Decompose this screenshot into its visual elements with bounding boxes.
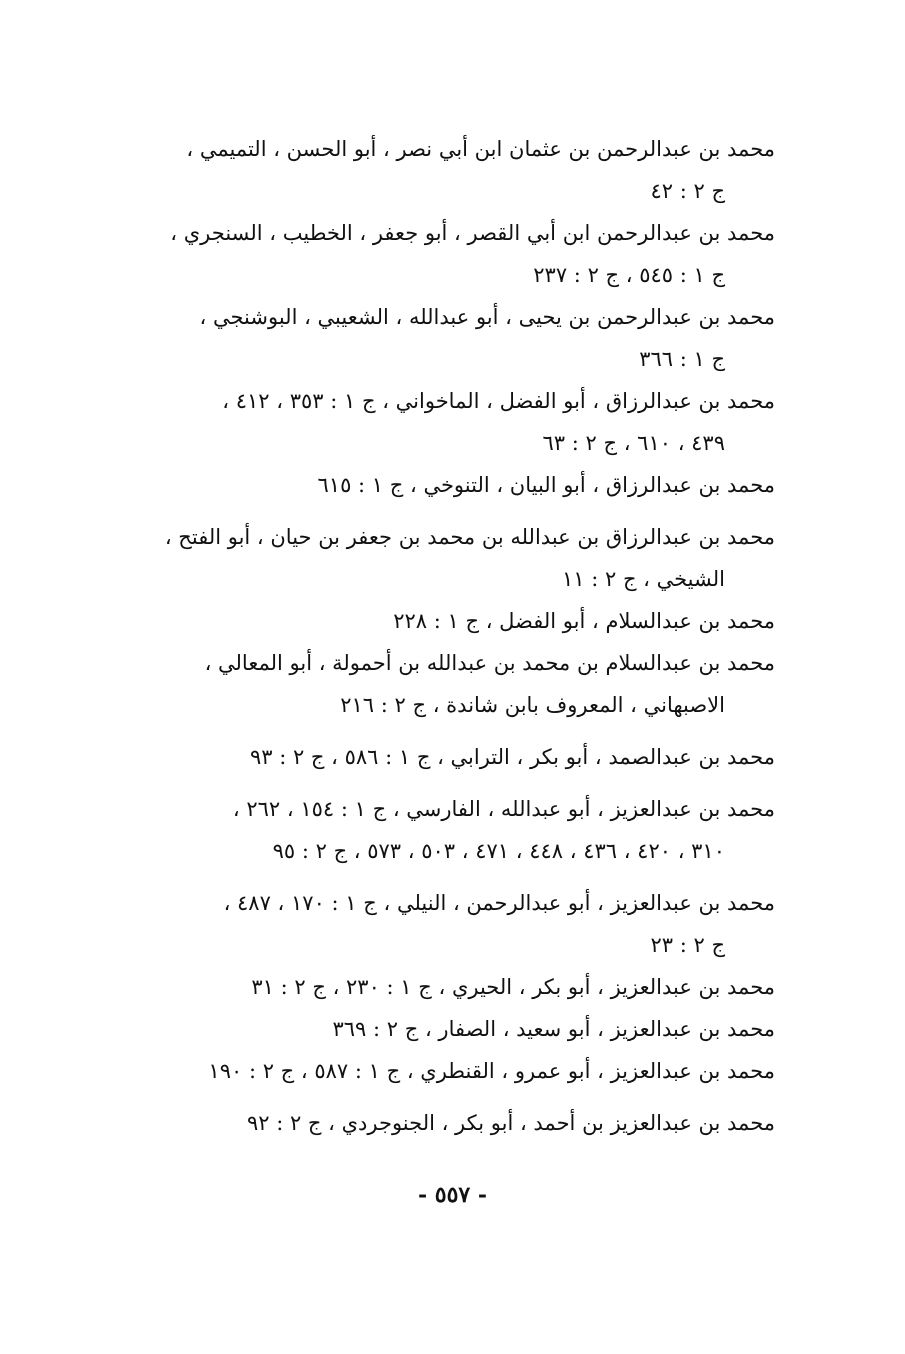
index-entry xyxy=(120,736,775,778)
entry-continuation: ٣١٠ ، ٤٢٠ ، ٤٣٦ ، ٤٤٨ ، ٤٧١ ، ٥٠٣ ، ٥٧٣ ، ج ٢ : ٩٥ xyxy=(272,839,725,863)
index-entry xyxy=(120,1008,775,1050)
entry-continuation: ج ١ : ٣٦٦ xyxy=(639,347,725,371)
index-entry xyxy=(120,464,775,506)
index-entry xyxy=(120,380,775,464)
entry-line: محمد بن عبدالصمد ، أبو بكر ، الترابي ، ج ١ : ٥٨٦ ، ج ٢ : ٩٣ xyxy=(249,745,775,769)
entry-continuation: ج ٢ : ٢٣ xyxy=(650,933,725,957)
index-entry xyxy=(120,516,775,600)
index-entry xyxy=(120,642,775,726)
entry-line: محمد بن عبدالسلام ، أبو الفضل ، ج ١ : ٢٢٨ xyxy=(393,609,775,633)
entry-line: محمد بن عبدالعزيز ، أبو بكر ، الحيري ، ج ١ : ٢٣٠ ، ج ٢ : ٣١ xyxy=(251,975,775,999)
entry-line: محمد بن عبدالعزيز ، أبو سعيد ، الصفار ، ج ٢ : ٣٦٩ xyxy=(332,1017,775,1041)
entry-continuation: الشيخي ، ج ٢ : ١١ xyxy=(561,567,725,591)
index-entry xyxy=(120,882,775,966)
entry-continuation: الاصبهاني ، المعروف بابن شاندة ، ج ٢ : ٢١٦ xyxy=(340,693,725,717)
entry-line: محمد بن عبدالعزيز ، أبو عمرو ، القنطري ، ج ١ : ٥٨٧ ، ج ٢ : ١٩٠ xyxy=(208,1059,775,1083)
index-entry xyxy=(120,128,775,212)
index-entry xyxy=(120,1102,775,1144)
entry-line: محمد بن عبدالرحمن بن عثمان ابن أبي نصر ، أبو الحسن ، التميمي ، xyxy=(186,137,775,161)
entry-line: محمد بن عبدالرحمن ابن أبي القصر ، أبو جعفر ، الخطيب ، السنجري ، xyxy=(170,221,775,245)
entry-line: محمد بن عبدالعزيز ، أبو عبدالله ، الفارسي ، ج ١ : ١٥٤ ، ٢٦٢ ، xyxy=(232,797,775,821)
page-number: - ٥٥٧ - xyxy=(417,1182,488,1208)
entry-line: محمد بن عبدالرزاق بن عبدالله بن محمد بن جعفر بن حيان ، أبو الفتح ، xyxy=(164,525,775,549)
entry-line: محمد بن عبدالرحمن بن يحيى ، أبو عبدالله ، الشعيبي ، البوشنجي ، xyxy=(199,305,775,329)
entry-continuation: ج ١ : ٥٤٥ ، ج ٢ : ٢٣٧ xyxy=(533,263,725,287)
index-entry xyxy=(120,296,775,380)
index-entry xyxy=(120,1050,775,1092)
index-entry xyxy=(120,788,775,872)
index-entry xyxy=(120,966,775,1008)
entry-line: محمد بن عبدالعزيز ، أبو عبدالرحمن ، النيلي ، ج ١ : ١٧٠ ، ٤٨٧ ، xyxy=(223,891,775,915)
index-entry xyxy=(120,212,775,296)
entry-continuation: ج ٢ : ٤٢ xyxy=(650,179,725,203)
entry-continuation: ٤٣٩ ، ٦١٠ ، ج ٢ : ٦٣ xyxy=(542,431,725,455)
entry-line: محمد بن عبدالعزيز بن أحمد ، أبو بكر ، الجنوجردي ، ج ٢ : ٩٢ xyxy=(246,1111,775,1135)
index-entries xyxy=(120,128,775,1144)
entry-line: محمد بن عبدالرزاق ، أبو البيان ، التنوخي ، ج ١ : ٦١٥ xyxy=(317,473,775,497)
index-entry xyxy=(120,600,775,642)
entry-line: محمد بن عبدالرزاق ، أبو الفضل ، الماخواني ، ج ١ : ٣٥٣ ، ٤١٢ ، xyxy=(222,389,775,413)
entry-line: محمد بن عبدالسلام بن محمد بن عبدالله بن أحمولة ، أبو المعالي ، xyxy=(204,651,775,675)
